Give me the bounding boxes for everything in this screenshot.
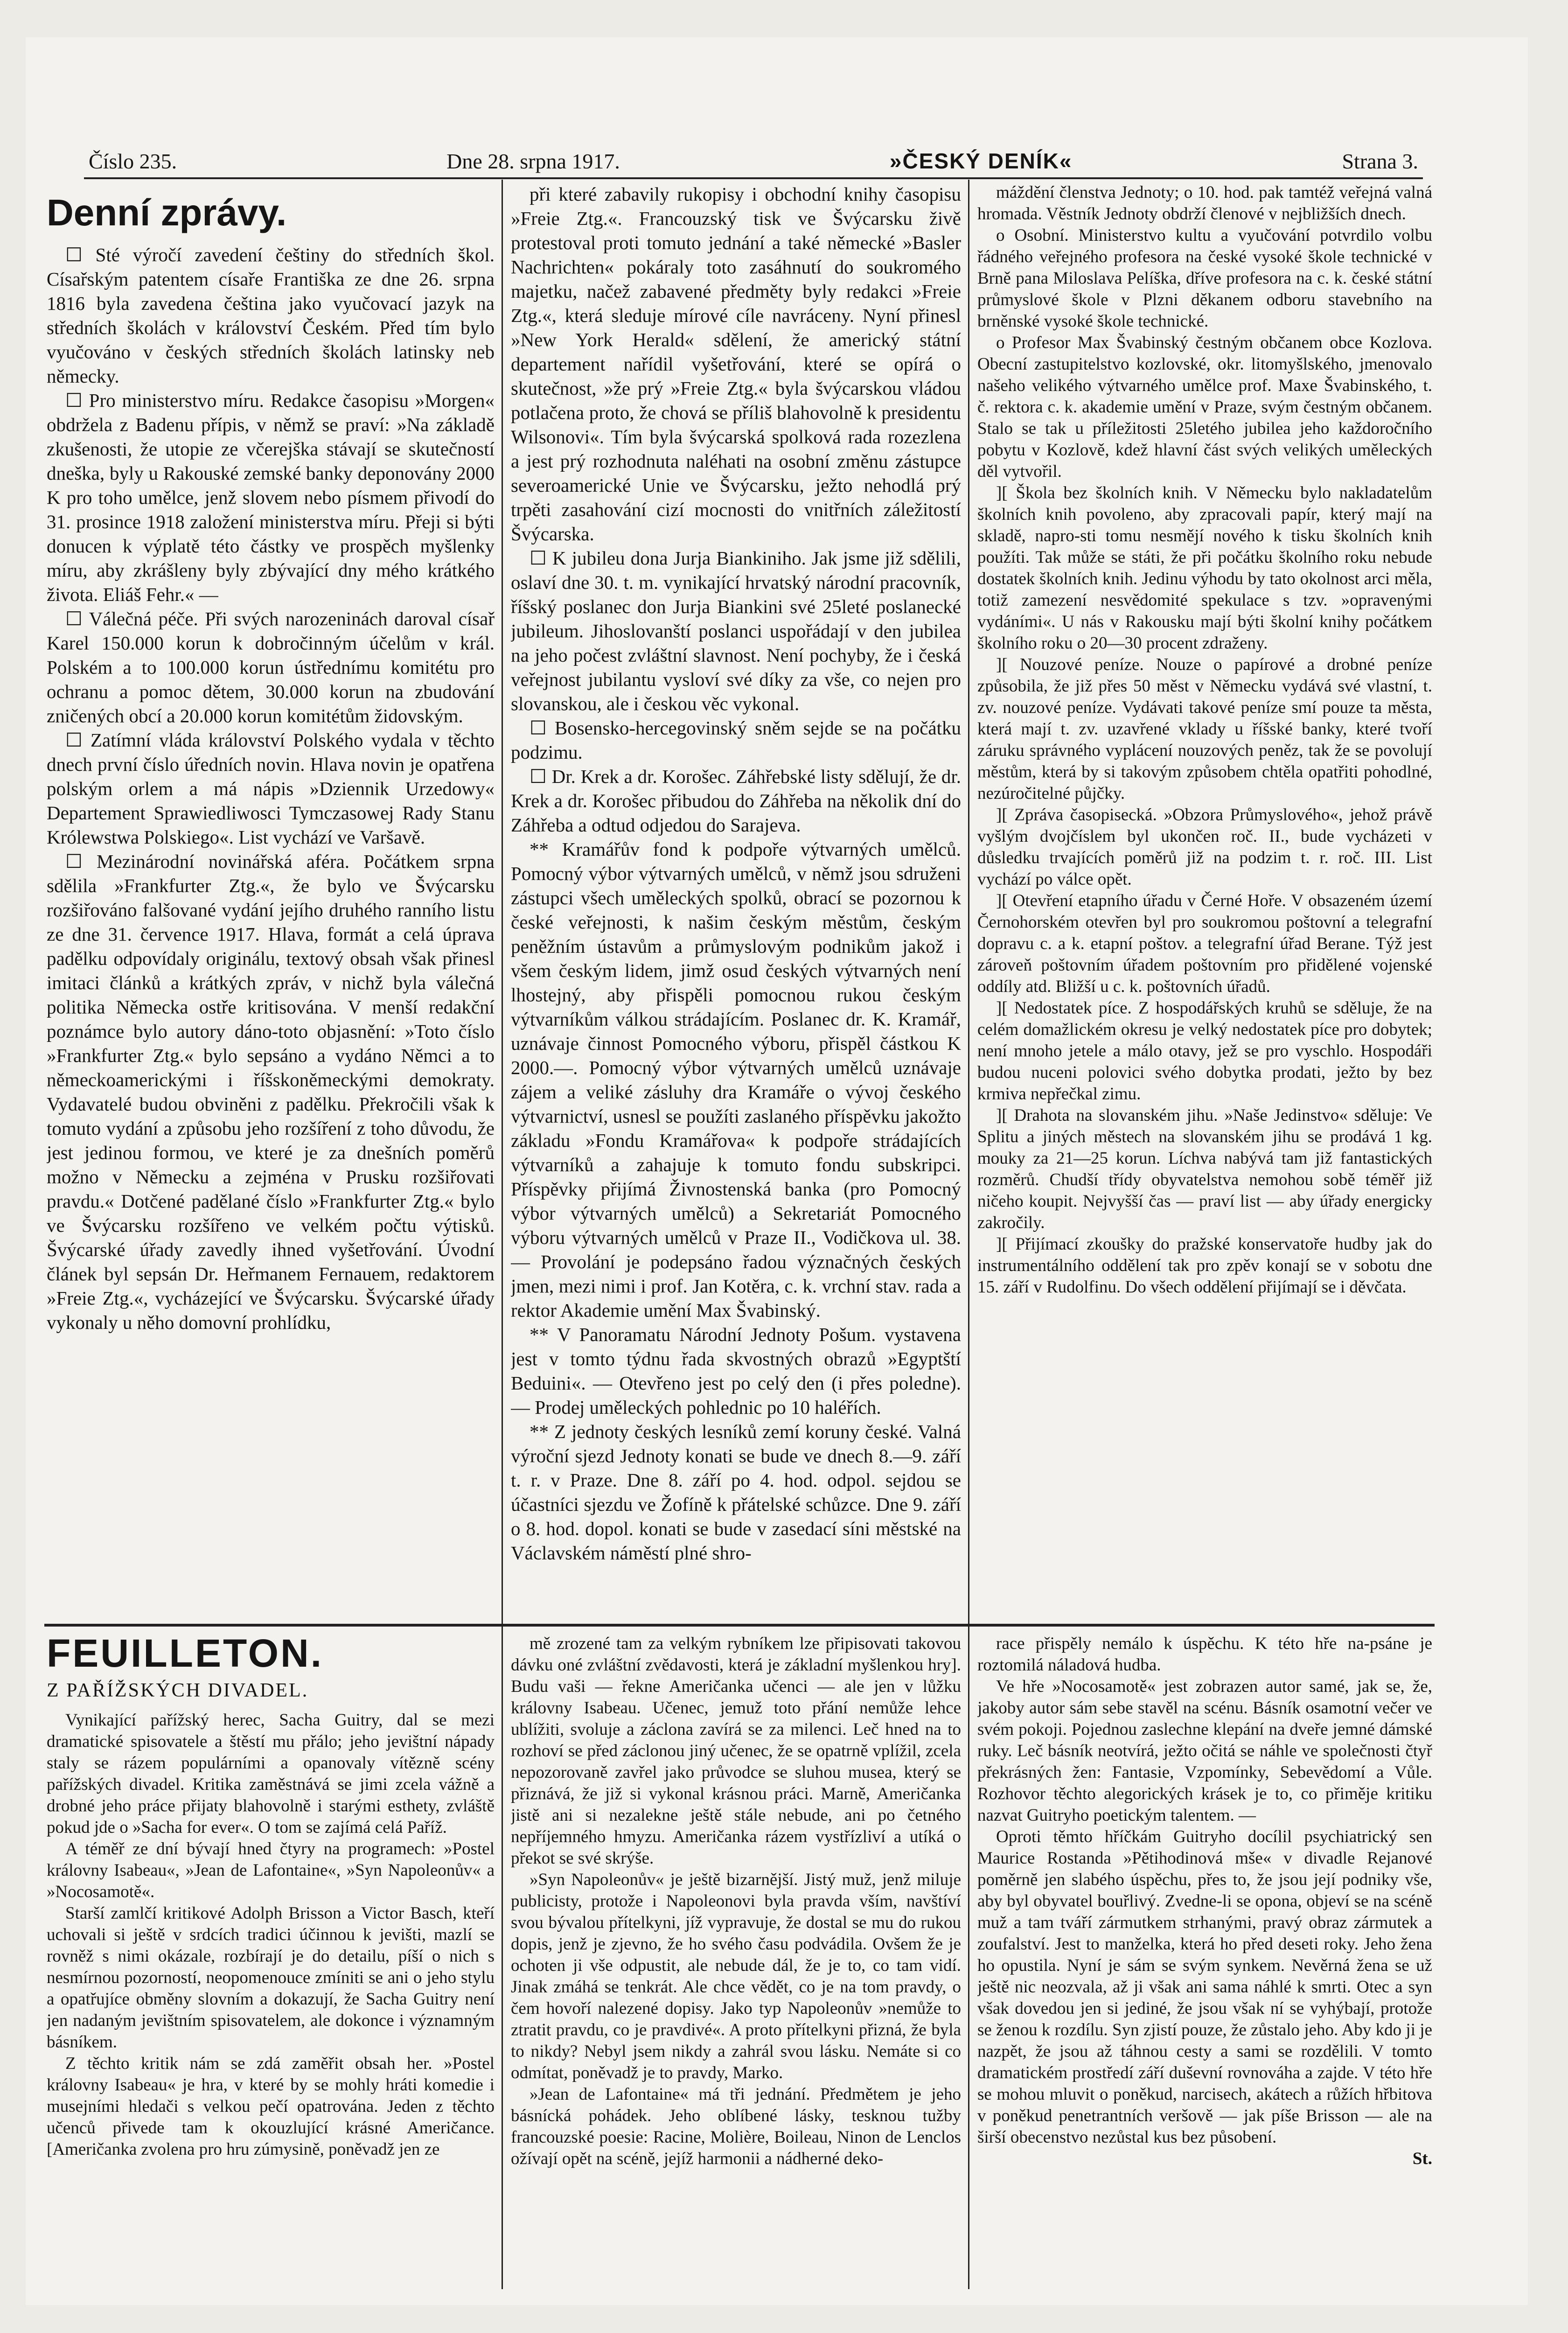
header-rule <box>84 177 1423 179</box>
news-item: ** Kramářův fond k podpoře výtvarných umělců. Pomocný výbor výtvarných umělců, v němž jsou sdruženi zástupci všech uměleckých spolků, obrací se pozornou k české veřejnosti, k našim českým městům, českým peněžním ústavům a průmyslovým podnikům jakož i všem českým lidem, jimž osud českých výtvarných není lhostejný, aby přispěli pomocnou rukou českým výtvarníkům válkou strádajícím. Poslanec dr. K. Kramář, uznávaje činnost Pomocného výboru, přispěl částkou K 2000.—. Pomocný výbor výtvarných umělců uznávaje zájem a veliké zásluhy dra Kramáře o vývoj českého výtvarnictví, usnesl se použíti zaslaného příspěvku jakožto základu »Fondu Kramářova« k podpoře strádajících výtvarníků a zahajuje k tomuto fondu subskripci. Příspěvky přijímá Živnostenská banka (pro Pomocný výbor výtvarných umělců) a Sekretariát Pomocného výboru výtvarných umělců v Praze II., Vodičkova ul. 38. — Provolání je podepsáno řadou význačných českých jmen, mezi nimi i prof. Jan Kotěra, c. k. vrchní stav. rada a rektor Akademie umění Max Švabinský. <box>511 838 961 1321</box>
feuilleton-column-2 <box>511 1633 961 2286</box>
news-item: ☐ Mezinárodní novinářská aféra. Počátkem srpna sdělila »Frankfurter Ztg.«, že bylo ve Švýcarsku rozšiřováno falšované vydání jejího druhého ranního listu ze dne 31. července 1917. Hlava, formát a celá úprava padělku odpovídaly originálu, textový obsah však přinesl imitaci článků a krátkých zpráv, v nichž byla válečná politika Německa ostře kritisována. V menší redakční poznámce bylo autory dáno-toto objasnění: »Toto číslo »Frankfurter Ztg.« bylo sepsáno a vydáno Němci a to německoamerickými i říšskoněmeckými demokraty. Vydavatelé budou obviněni z padělku. Překročili však k tomuto vydání a způsobu jeho rozšíření z toho důvodu, že jest jedinou formou, ve které je za dnešních poměrů možno v Německu a zejména v Prusku rozšiřovati pravdu.« Dotčené padělané číslo »Frankfurter Ztg.« bylo ve Švýcarsku rozšířeno ve velkém počtu výtisků. Švýcarské úřady zavedly ihned vyšetřování. Úvodní článek byl sepsán Dr. Heřmanem Fernauem, redaktorem »Freie Ztg.«, vycházející ve Švýcarsku. Švýcarské úřady vykonaly u něho domovní prohlídku, <box>47 851 495 1333</box>
masthead: »ČESKÝ DENÍK« <box>889 149 1073 173</box>
news-column-1 <box>47 243 495 1619</box>
news-item: ☐ Válečná péče. Při svých narozeninách daroval císař Karel 150.000 korun k dobročinným účelům v král. Polském a to 100.000 korun ústřednímu komitétu pro ochranu a pomoc dětem, 30.000 korun na zbudování zničených obcí a 20.000 korun komitétům židovským. <box>47 608 495 726</box>
feuilleton-paragraph: Starší zamlčí kritikové Adolph Brisson a Victor Basch, kteří uchovali si ještě v srdcích tradici účinnou k jevišti, mazlí se rovněž s nimi okázale, rozbírají je do detailu, píší o nich s nesmírnou pozorností, neopomenouce zmíniti se ani o jeho stylu a opatřujíce obměny slovním a dokazují, že Sacha Guitry není jen nadaným jevištním spisovatelem, ale dokonce i významným básníkem. <box>47 1904 495 2052</box>
news-item: ☐ Dr. Krek a dr. Korošec. Záhřebské listy sdělují, že dr. Krek a dr. Korošec přibudou do Záhřeba na několik dní do Záhřeba a odtud odjedou do Sarajeva. <box>511 766 961 836</box>
issue-number: Číslo 235. <box>89 149 177 173</box>
news-item: ][ Škola bez školních knih. V Německu bylo nakladatelům školních knih povoleno, aby zpracovali papír, který mají na skladě, napro-sti tomu nesmějí nového k tisku školních knih použíti. Tak může se státi, že při počátku školního roku nebude dostatek školních knih. Jedinu výhodu by tato okolnost arci měla, totiž zamezení nesvědomité spekulace s tzv. »opravenými vydáními«. U nás v Rakousku mají býti školní knihy počátkem školního roku o 20—30 procent zdraženy. <box>977 483 1432 653</box>
feuilleton-paragraph: Z těchto kritik nám se zdá zaměřit obsah her. »Postel královny Isabeau« je hra, v které by se mohly hráti komedie i musejními hledači s velkou pečí opatrována. Jeden z těchto učenců přivede tam k okouzlující krásné Američance. [Američanka zvolena pro hru zúmysině, poněvadž jen ze <box>47 2054 495 2159</box>
feuilleton-subtitle: Z PAŘÍŽSKÝCH DIVADEL. <box>47 1680 309 1701</box>
feuilleton-paragraph: Oproti těmto hříčkám Guitryho docílil psychiatrický sen Maurice Rostanda »Pětihodinová mše« v divadle Rejanové poměrně jen slabého úspěchu, přes to, že jsou její podniky vše, aby byl obyvatel bouřlivý. Zvedne-li se opona, objeví se na scéně muž a tam tváří zármutkem strhanými, pravý obraz zármutek a zoufalství. Jest to manželka, která ho před deseti roky. Jeho žena ho opustila. Nyní je sám se svým synkem. Nevěrná žena se už ještě nic neozvala, až ji však ani sama náhlé k smrti. Otec a syn však dovedou jen si jediné, že jsou však ní se vyhýbají, protože se ženou k rozdílu. Syn zjistí pouze, že zůstalo jeho. Aby kdo ji je nazpět, že jsou až táhnou cesty a sami se rozdělili. V tomto dramatickém prostředí září duševní rovnováha a zajde. V této hře se mohou mluvit o poněkud, narcisech, akátech a růžích hřbitova v poněkud penetrantních veršově — jak píše Brisson — ale na širší obecenstvo nezůstal kus bez působení. <box>977 1827 1432 2147</box>
news-item: o Osobní. Ministerstvo kultu a vyučování potvrdilo volbu řádného veřejného profesora na české vysoké škole technické v Brně pana Miloslava Pelíška, dříve profesora na c. k. české státní průmyslové škole v Plzni děkanem odboru stavebního na brněnské vysoké škole technické. <box>977 226 1432 331</box>
news-item: ** Z jednoty českých lesníků zemí koruny české. Valná výroční sjezd Jednoty konati se bude ve dnech 8.—9. září t. r. v Praze. Dne 8. září po 4. hod. odpol. sejdou se účastníci sjezdu ve Žofíně k přátelské schůzce. Dne 9. září o 8. hod. dopol. konati se bude v zasedací síni městské na Václavském náměstí plné shro- <box>511 1421 961 1564</box>
news-item: ** V Panoramatu Národní Jednoty Pošum. vystavena jest v tomto týdnu řada skvostných obrazů »Egyptští Beduini«. — Otevřeno jest po celý den (i přes poledne). — Prodej uměleckých pohlednic po 10 haléřích. <box>511 1324 961 1418</box>
column-divider-1 <box>502 180 503 1626</box>
feuilleton-column-1 <box>47 1680 495 2286</box>
feuilleton-column-3 <box>977 1633 1432 2286</box>
feuilleton-paragraph: mě zrozené tam za velkým rybníkem lze připisovati takovou dávku oné zvláštní zvědavosti, která je základní myšlenkou hry]. Budu vaši — řekne Američanka učenci — ale jen v lůžku královny Isabeau. Učenec, jemuž toto přání nemůže lehce ublížiti, svoluje a záclona zavírá se za milenci. Leč hned na to rozhoví se před záclonou jiný učenec, že se opatrně vplížil, zcela nepozorovaně zavřel jako průvodce se sluhou musea, který se přiznává, že již si vykonal krásnou práci. Marně, Američanka jistě ani si nezalekne ještě stále nebude, ani po četného nepříjemného hmyzu. Američanka rázem vystřízliví a utíká o překot se své skrýše. <box>511 1634 961 1868</box>
news-item: ☐ Pro ministerstvo míru. Redakce časopisu »Morgen« obdržela z Badenu přípis, v němž se praví: »Na základě zkušenosti, že utopie ze včerejška stávají se skutečností dneška, byly u Rakouské zemské banky deponovány 2000 K pro toho umělce, jenž slovem nebo písmem přivodí do 31. prosince 1918 založení ministerstva míru. Přeji si býti donucen k výplatě této částky ve prospěch myšlenky míru, aby zkrášleny byly zbývající dny mého krátkého života. Eliáš Fehr.« — <box>47 390 495 605</box>
section-title: Denní zprávy. <box>47 192 287 233</box>
feuilleton-paragraph: race přispěly nemálo k úspěchu. K této hře na-psáne je roztomilá náladová hudba. <box>977 1634 1432 1675</box>
news-item: ☐ Sté výročí zavedení češtiny do středních škol. Císařským patentem císaře Františka ze dne 26. srpna 1816 byla zavedena čeština jako vyučovací jazyk na středních školách v království Českém. Před tím bylo vyučováno v českých středních školách latinsky neb německy. <box>47 244 495 387</box>
feuilleton-paragraph: A téměř ze dní bývají hned čtyry na programech: »Postel královny Isabeau«, »Jean de Lafontaine«, »Syn Napoleonův« a »Nocosamotě«. <box>47 1839 495 1901</box>
news-column-2 <box>511 182 961 1619</box>
news-item: ][ Nouzové peníze. Nouze o papírové a drobné peníze způsobila, že již přes 50 měst v Německu vydává své vlastní, t. zv. nouzové peníze. Vydávati takové peníze smí pouze ta města, která mají t. zv. uzavřené vklady u říšské banky, které tvoří záruku správného vyplácení nouzových peněz, tak že se povolují městům, která by si takovým způsobem chtěla opatřiti pohodlné, nezúročitelné půjčky. <box>977 655 1432 803</box>
feuilleton-paragraph: »Jean de Lafontaine« má tři jednání. Předmětem je jeho básnícká pohádek. Jeho oblíbené lásky, tesknou tužby francouzské poesie: Racine, Molière, Boileau, Ninon de Lenclos ožívají opět na scéně, jejíž harmonii a nádherné deko- <box>511 2085 961 2168</box>
news-item: ][ Zpráva časopisecká. »Obzora Průmyslového«, jehož právě vyšlým dvojčíslem byl ukončen roč. II., bude vycházeti v důsledku trvajících poměrů již na podzim t. r. roč. III. List vychází po válce opět. <box>977 805 1432 889</box>
news-item: ☐ Zatímní vláda království Polského vydala v těchto dnech první číslo úředních novin. Hlava novin je opatřena polským orlem a má nápis »Dziennik Urzedowy« Departement Sprawiedliwosci Tymczasowej Rady Stanu Królewstwa Polskiego«. List vychází ve Varšavě. <box>47 729 495 848</box>
news-item: ][ Drahota na slovanském jihu. »Naše Jedinstvo« sděluje: Ve Splitu a jiných městech na slovanském jihu se prodává 1 kg. mouky za 21—25 korun. Líchva nabývá tam již fantastických rozměrů. Chudší třídy obyvatelstva nemohou sobě téměř již ničeho koupit. Nejvyšší čas — praví list — aby úřady energicky zakročily. <box>977 1106 1432 1232</box>
feuilleton-paragraph: »Syn Napoleonův« je ještě bizarnější. Jistý muž, jenž miluje publicisty, protože i Napoleonovi byla pravda vším, navštíví svou bývalou přítelkyni, jíž vypravuje, že dostal se mu do rukou dopis, jenž je zjevno, že ho svého času podvádila. Ovšem že je ochoten ji vše odpustit, ale nebude dál, že je to, co tam vidí. Jinak zmáhá se tenkrát. Ale chce vědět, co je na tom pravdy, o čem hovoří nalezené dopisy. Jako typ Napoleonův »nemůže to ztratit pravdu, co je pravdivé«. A proto přítelkyni přizná, že byla to nikdy? Nebyl jsem nikdy a zahrál svou lásku. Nemáte si co odmítat, poněvadž je to pravdy, Marko. <box>511 1870 961 2082</box>
news-item: ][ Nedostatek píce. Z hospodářských kruhů se sděluje, že na celém domažlickém okresu je velký nedostatek píce pro dobytek; není mnoho jetele a málo otavy, jež se pro vyschlo. Hospodáři budou nuceni polovici svého dobytka prodati, ježto by bez krmiva nepřečkal zimu. <box>977 999 1432 1104</box>
news-item: ][ Přijímací zkoušky do pražské konservatoře hudby jak do instrumentálního oddělení tak pro zpěv konají se v sobotu dne 15. září v Rudolfinu. Do všech oddělení přijímají se i děvčata. <box>977 1235 1432 1297</box>
newspaper-page <box>26 37 1528 2305</box>
issue-date: Dne 28. srpna 1917. <box>446 149 620 173</box>
news-column-3 <box>977 182 1432 1619</box>
news-item: ][ Otevření etapního úřadu v Černé Hoře. V obsazeném území Černohorském otevřen byl pro soukromou poštovní a telegrafní dopravu c. a k. etapní poštov. a telegrafní úřad Berane. Týž jest zároveň poštovním úřadem poštovním pro přidělené vojenské oddíly atd. Bližší u c. k. poštovních úřadů. <box>977 891 1432 996</box>
news-item: ☐ Bosensko-hercegovinský sněm sejde se na počátku podzimu. <box>511 717 961 763</box>
news-item: ☐ K jubileu dona Jurja Biankiniho. Jak jsme již sdělili, oslaví dne 30. t. m. vynikající hrvatský národní pracovník, říšský poslanec don Jurja Biankini své 25leté poslanecké jubileum. Jihoslovanští poslanci uspořádají v den jubilea na jeho počest zvláštní slavnost. Není pochyby, že i česká veřejnost jubilantu vysloví své díky za vše, co nejen pro slovanskou, ale i českou věc vykonal. <box>511 547 961 714</box>
page-header <box>89 148 1418 176</box>
news-item: při které zabavily rukopisy i obchodní knihy časopisu »Freie Ztg.«. Francouzský tisk ve Švýcarsku živě protestoval proti tomuto jednání a také německé »Basler Nachrichten« pokáraly toto zasáhnutí do soukromého majetku, načež zabavené předměty byly redakci »Freie Ztg.«, která sleduje mírové cíle navráceny. Nyní přinesl »New York Herald« sdělení, že americký státní departement nařídil vyšetřování, které se opírá o skutečnost, »že prý »Freie Ztg.« byla švýcarskou vládou potlačena proto, že chová se příliš blahovolně k presidentu Wilsonovi«. Tím byla švýcarská spolková rada rozezlena a jest prý rozhodnuta naléhati na osobní změnu zástupce severoamerické Unie ve Švýcarsku, ježto nehodlá prý trpěti zasahování cizí mocnosti do vnitřních záležitostí Švýcarska. <box>511 183 961 545</box>
author-signature: St. <box>1412 2149 1432 2168</box>
feuilleton-title: FEUILLETON. <box>47 1631 324 1675</box>
feuilleton-paragraph: Vynikající pařížský herec, Sacha Guitry, dal se mezi dramatické spisovatele a štěstí mu přálo; jeho jevištní nápady staly se rázem populárními a opanovaly vítězně scény pařížských divadel. Kritika zaměstnává se jimi zcela vážně a drobné jeho práce přijaty blahovolně i starými esthety, zvláště pokud jde o »Sacha for ever«. O tom se zajímá celá Paříž. <box>47 1711 495 1837</box>
news-item: o Profesor Max Švabinský čestným občanem obce Kozlova. Obecní zastupitelstvo kozlovské, okr. litomyšlského, jmenovalo našeho velikého výtvarného umělce prof. Maxe Švabinského, t. č. rektora c. k. akademie umění v Praze, svým čestným občanem. Stalo se tak u příležitosti 25letého jubilea jeho každoročního pobytu v Kozlově, kdež hlavní část svých velikých uměleckých děl vytvořil. <box>977 333 1432 481</box>
page-number: Strana 3. <box>1342 149 1418 173</box>
column-divider-2 <box>968 180 969 1626</box>
feuilleton-divider-1 <box>502 1627 503 2289</box>
feuilleton-paragraph: Ve hře »Nocosamotě« jest zobrazen autor samé, jak se, že, jakoby autor sám sebe stavěl na scénu. Básník osamotní večer ve svém pokoji. Pojednou zaslechne klepání na dveře jemné dámské ruky. Leč básník neotvírá, ježto očitá se náhle ve společnosti čtyř překrásných žen: Fantasie, Vzpomínky, Sebevědomí a Vůle. Rozhovor těchto alegorických krásek je to, co přiměje kritiku nazvat Guitryho poetickým talentem. — <box>977 1677 1432 1825</box>
news-item: máždění členstva Jednoty; o 10. hod. pak tamtéž veřejná valná hromada. Věstník Jednoty obdrží členové v nejbližších dnech. <box>977 183 1432 224</box>
feuilleton-rule <box>44 1624 1435 1627</box>
feuilleton-divider-2 <box>968 1627 969 2289</box>
